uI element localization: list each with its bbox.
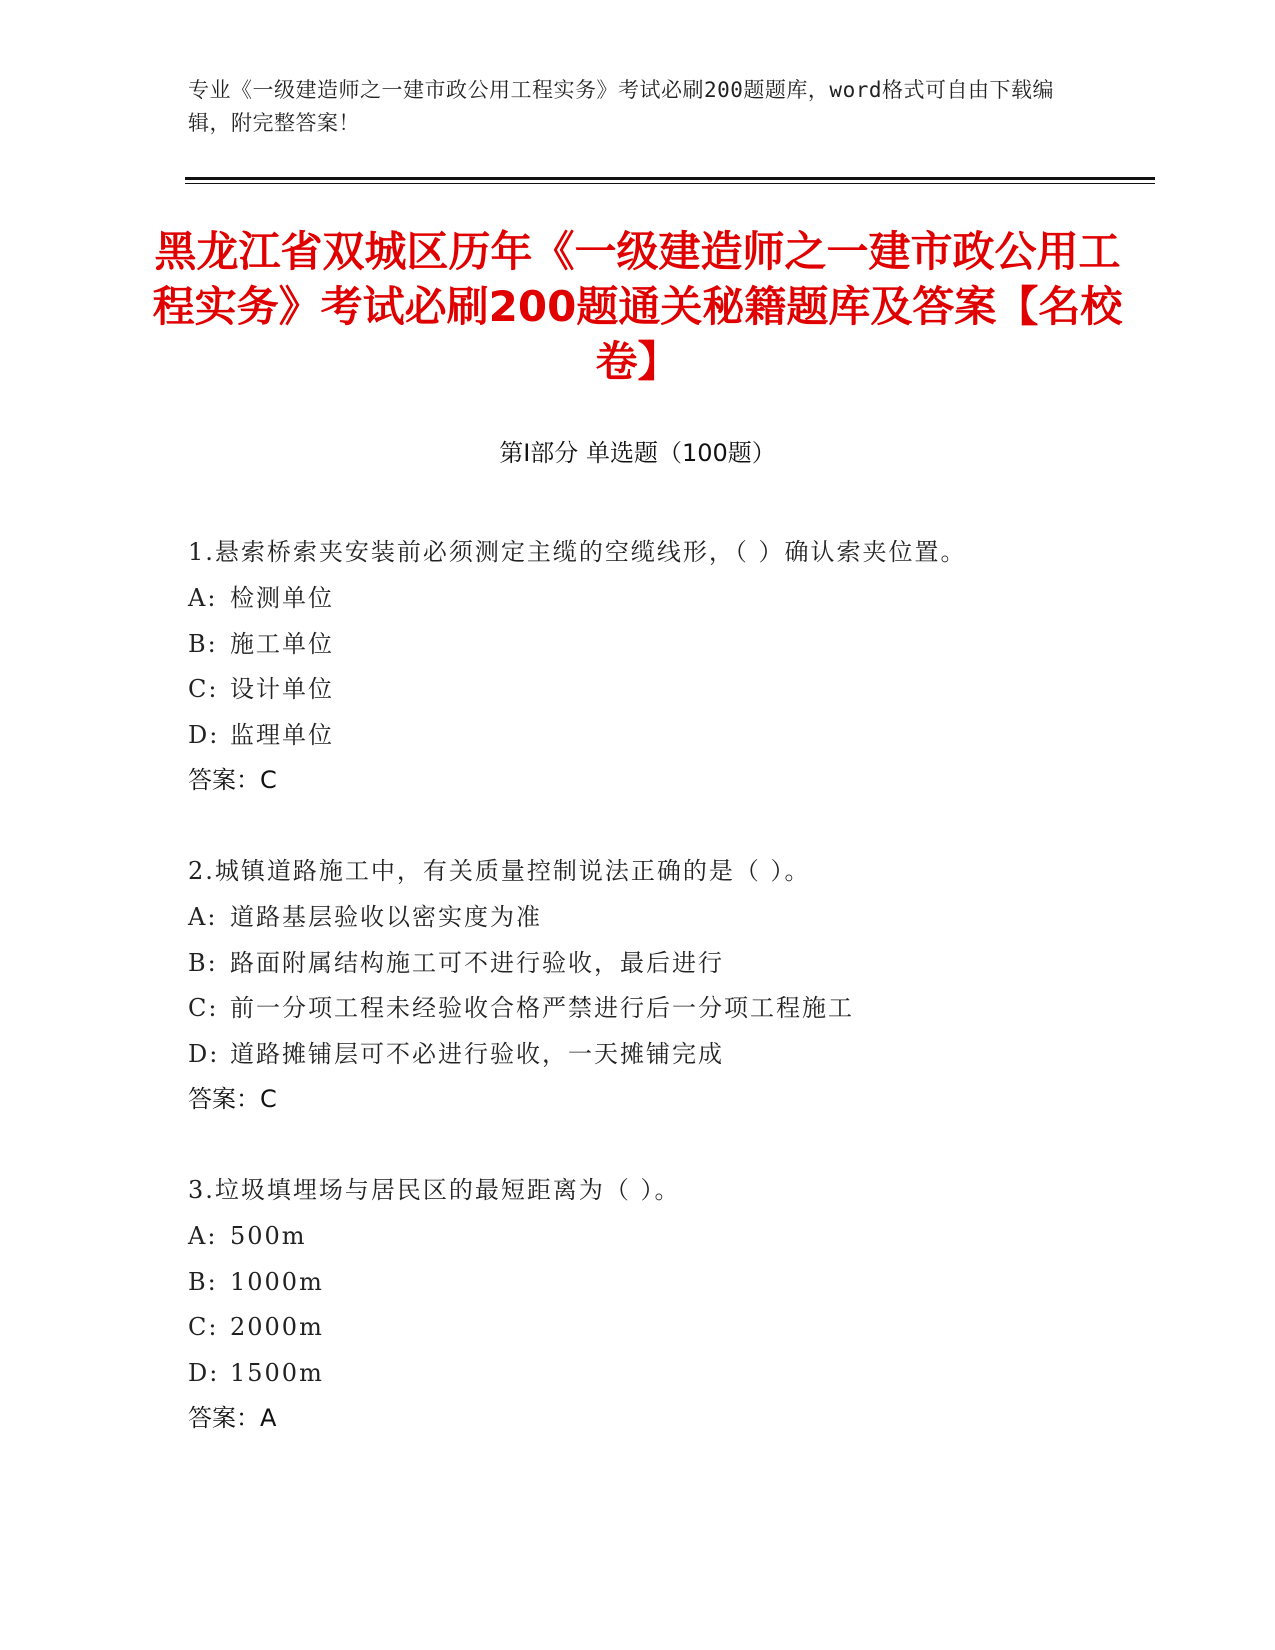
- option-letter: B:: [188, 629, 218, 658]
- option-letter: B:: [188, 948, 218, 977]
- option-c: [188, 1305, 1088, 1351]
- answer-prefix: 答案：: [188, 1085, 260, 1113]
- option-a: [188, 895, 1088, 941]
- option-a: [188, 576, 1088, 622]
- option-letter: D:: [188, 1358, 220, 1387]
- option-letter: D:: [188, 720, 220, 749]
- option-letter: D:: [188, 1039, 220, 1068]
- option-letter: C:: [188, 675, 219, 703]
- answer-value: A: [260, 1404, 277, 1432]
- question-list: [188, 528, 1088, 1485]
- answer-value: C: [260, 766, 277, 794]
- option-text: 2000m: [230, 1313, 324, 1341]
- option-text: 道路摊铺层可不必进行验收，一天摊铺完成: [230, 1039, 724, 1068]
- answer-line: [188, 1396, 1088, 1441]
- option-a: [188, 1214, 1088, 1260]
- option-letter: A:: [188, 1222, 218, 1250]
- option-letter: B:: [188, 1267, 218, 1296]
- answer-prefix: 答案：: [188, 766, 260, 794]
- answer-prefix: 答案：: [188, 1404, 260, 1432]
- option-text: 1000m: [230, 1267, 324, 1296]
- option-text: 500m: [230, 1222, 307, 1250]
- answer-line: [188, 1077, 1088, 1122]
- option-text: 前一分项工程未经验收合格严禁进行后一分项工程施工: [230, 994, 854, 1022]
- option-c: [188, 667, 1088, 713]
- question-1: [188, 528, 1088, 803]
- option-text: 检测单位: [230, 584, 334, 612]
- option-text: 监理单位: [230, 720, 334, 749]
- answer-value: C: [260, 1085, 277, 1113]
- option-d: [188, 1032, 1088, 1078]
- option-c: [188, 986, 1088, 1032]
- option-letter: A:: [188, 903, 218, 931]
- header-rule-thin: [185, 183, 1155, 184]
- option-text: 1500m: [230, 1358, 324, 1387]
- option-b: [188, 1260, 1088, 1306]
- question-2: [188, 847, 1088, 1122]
- option-text: 道路基层验收以密实度为准: [230, 903, 542, 931]
- option-letter: C:: [188, 1313, 219, 1341]
- option-d: [188, 1351, 1088, 1397]
- answer-line: [188, 758, 1088, 803]
- header-rule-thick: [185, 177, 1155, 180]
- option-letter: C:: [188, 994, 219, 1022]
- intro-text: 专业《一级建造师之一建市政公用工程实务》考试必刷200题题库，word格式可自由下载编辑，附完整答案！: [188, 78, 1054, 135]
- option-letter: A:: [188, 584, 218, 612]
- document-title: 黑龙江省双城区历年《一级建造师之一建市政公用工程实务》考试必刷200题通关秘籍题库及答案【名校卷】: [152, 227, 1123, 386]
- option-b: [188, 941, 1088, 987]
- question-stem: 1.悬索桥索夹安装前必须测定主缆的空缆线形，（ ）确认索夹位置。: [188, 538, 967, 566]
- question-stem: 3.垃圾填埋场与居民区的最短距离为（ ）。: [188, 1176, 681, 1204]
- question-stem: 2.城镇道路施工中，有关质量控制说法正确的是（ ）。: [188, 857, 811, 885]
- section-heading: 第I部分 单选题（100题）: [499, 439, 776, 467]
- question-3: [188, 1166, 1088, 1441]
- option-b: [188, 622, 1088, 668]
- option-text: 设计单位: [230, 675, 334, 703]
- option-text: 路面附属结构施工可不进行验收，最后进行: [230, 948, 724, 977]
- option-text: 施工单位: [230, 629, 334, 658]
- option-d: [188, 713, 1088, 759]
